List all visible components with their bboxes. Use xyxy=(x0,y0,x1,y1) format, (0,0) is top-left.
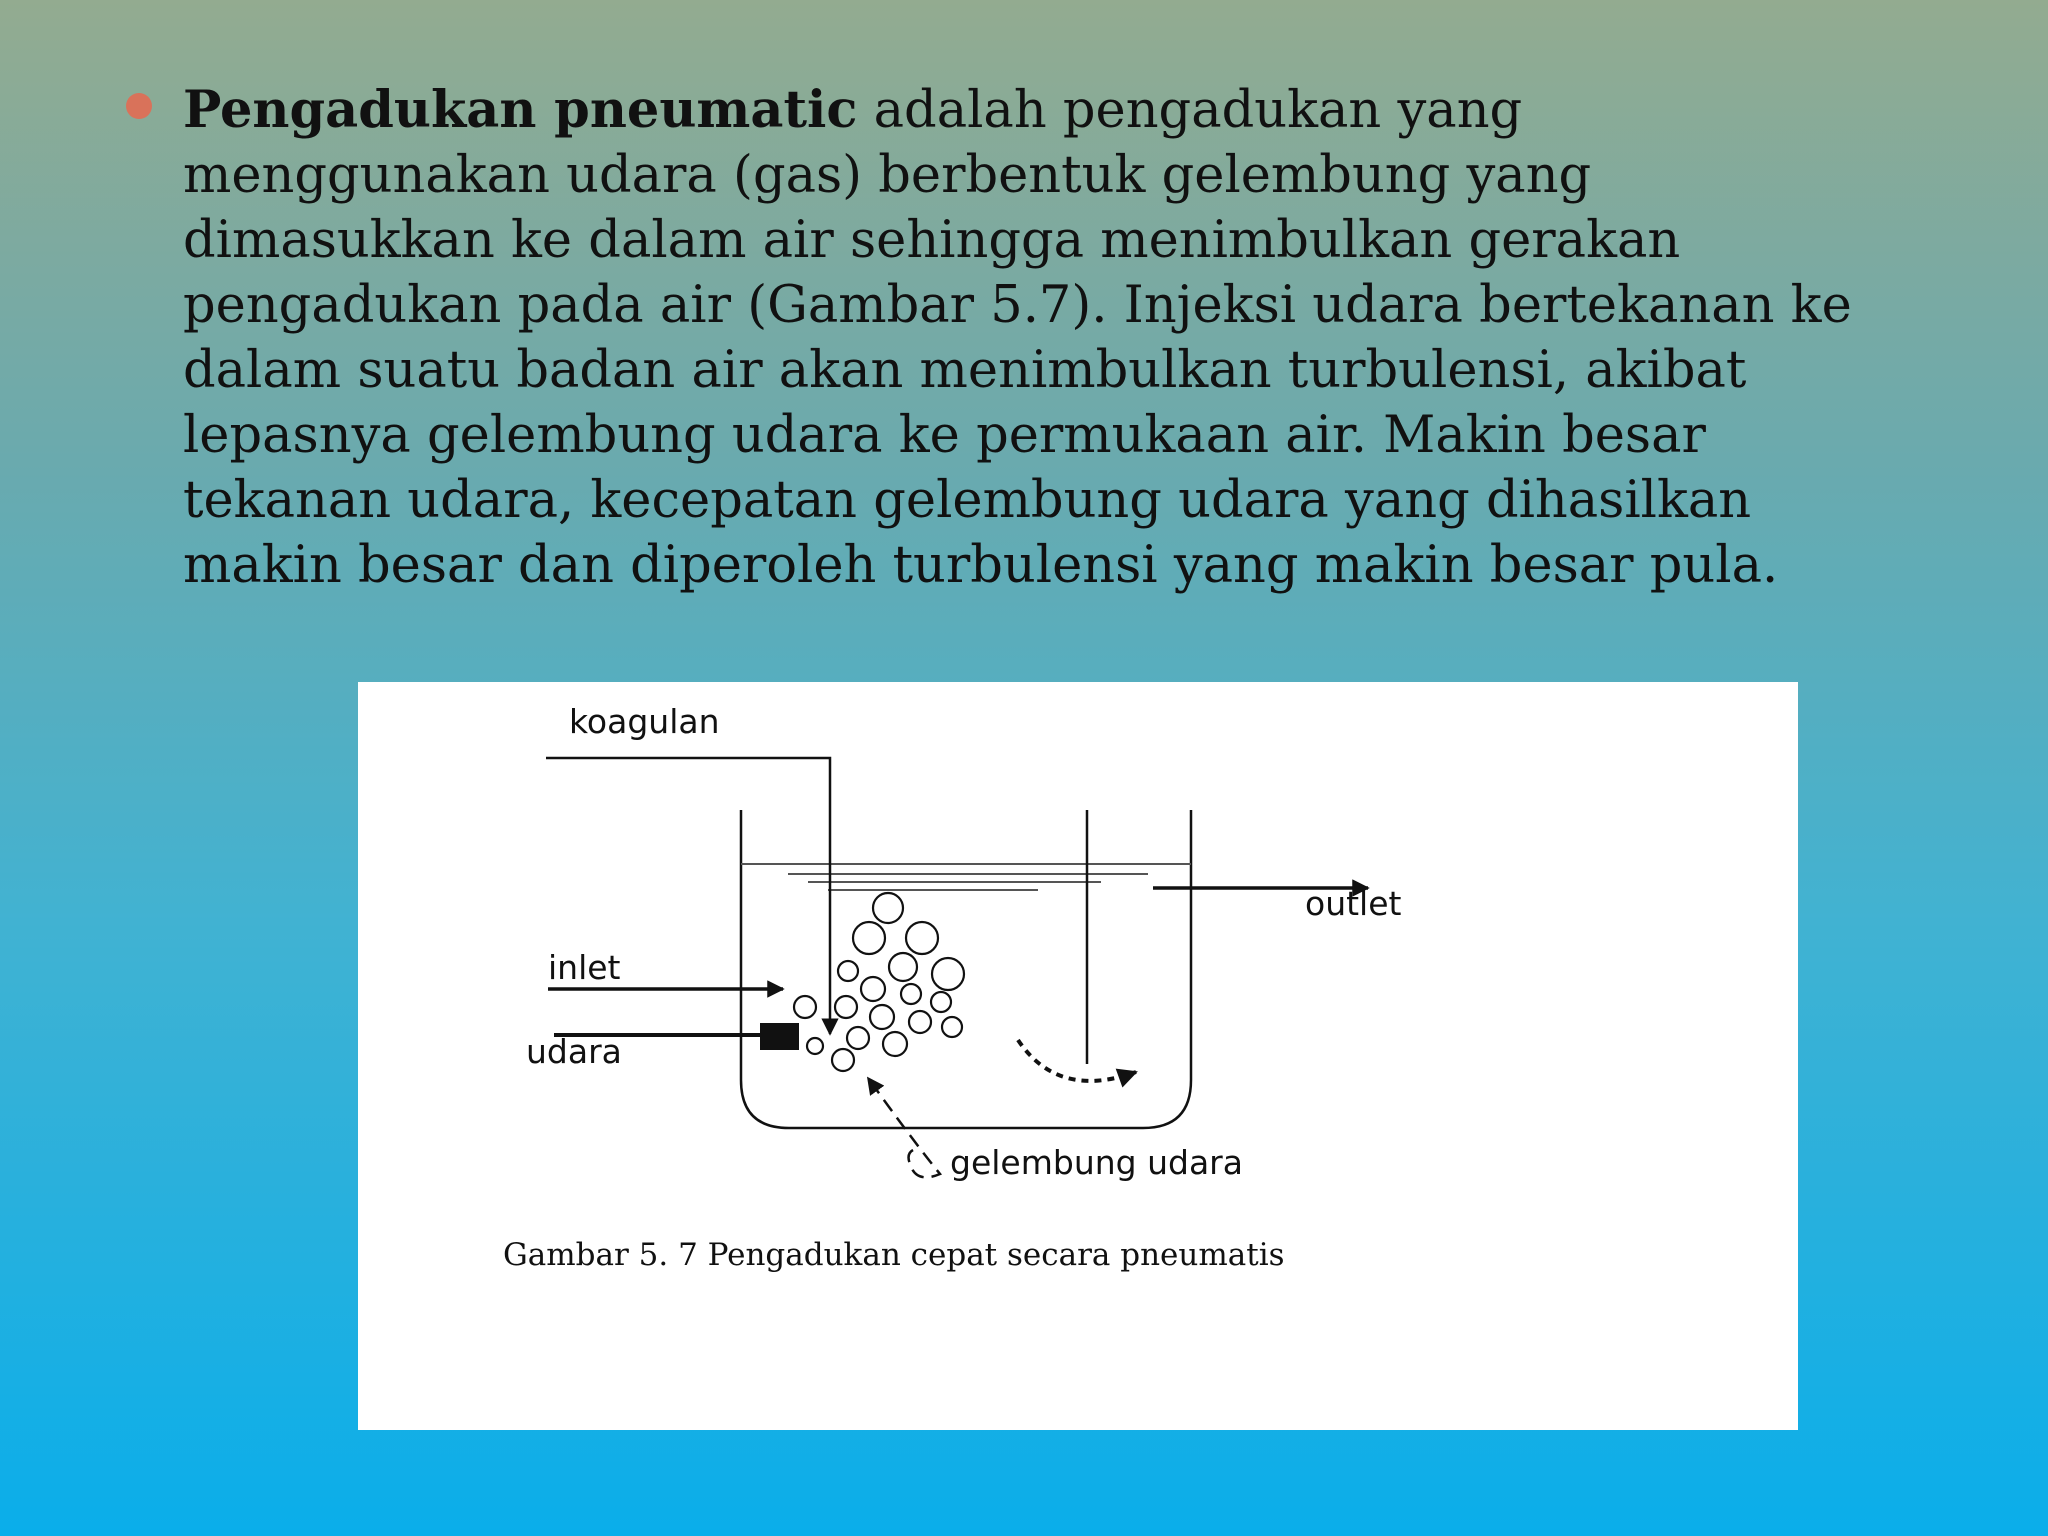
bullet-body-text: adalah pengadukan yang menggunakan udara (gas) berbentuk gelembung yang dimasukkan ke dalam air sehingga menimbulkan gerakan pengadukan pada air (Gambar 5.7). Injeksi udara bertekanan ke dalam suatu badan air akan menimbulkan turbulensi, akibat lepasnya gelembung udara ke permukaan air. Makin besar tekanan udara, kecepatan gelembung udara yang dihasilkan makin besar dan diperoleh turbulensi yang makin besar pula. xyxy=(183,81,1852,595)
air-diffuser xyxy=(760,1023,799,1050)
circulation-arrow xyxy=(1018,1040,1136,1081)
pneumatic-mixing-diagram xyxy=(358,682,1798,1430)
outlet-label: outlet xyxy=(1305,884,1402,923)
koagulan-label: koagulan xyxy=(569,702,720,741)
bullet-dot xyxy=(126,93,152,119)
air-bubbles xyxy=(794,893,964,1071)
bullet-paragraph xyxy=(183,78,1903,598)
koagulan-feed-line xyxy=(546,758,830,1034)
bullet-lead-term: Pengadukan pneumatic xyxy=(183,80,858,140)
gelembung-udara-label: gelembung udara xyxy=(950,1143,1243,1182)
inlet-label: inlet xyxy=(548,948,621,987)
figure-caption: Gambar 5. 7 Pengadukan cepat secara pneumatis xyxy=(503,1237,1285,1273)
water-surface xyxy=(741,864,1191,890)
tank-outline xyxy=(741,810,1191,1128)
pneumatic-mixing-figure xyxy=(358,682,1798,1430)
udara-label: udara xyxy=(526,1032,622,1071)
